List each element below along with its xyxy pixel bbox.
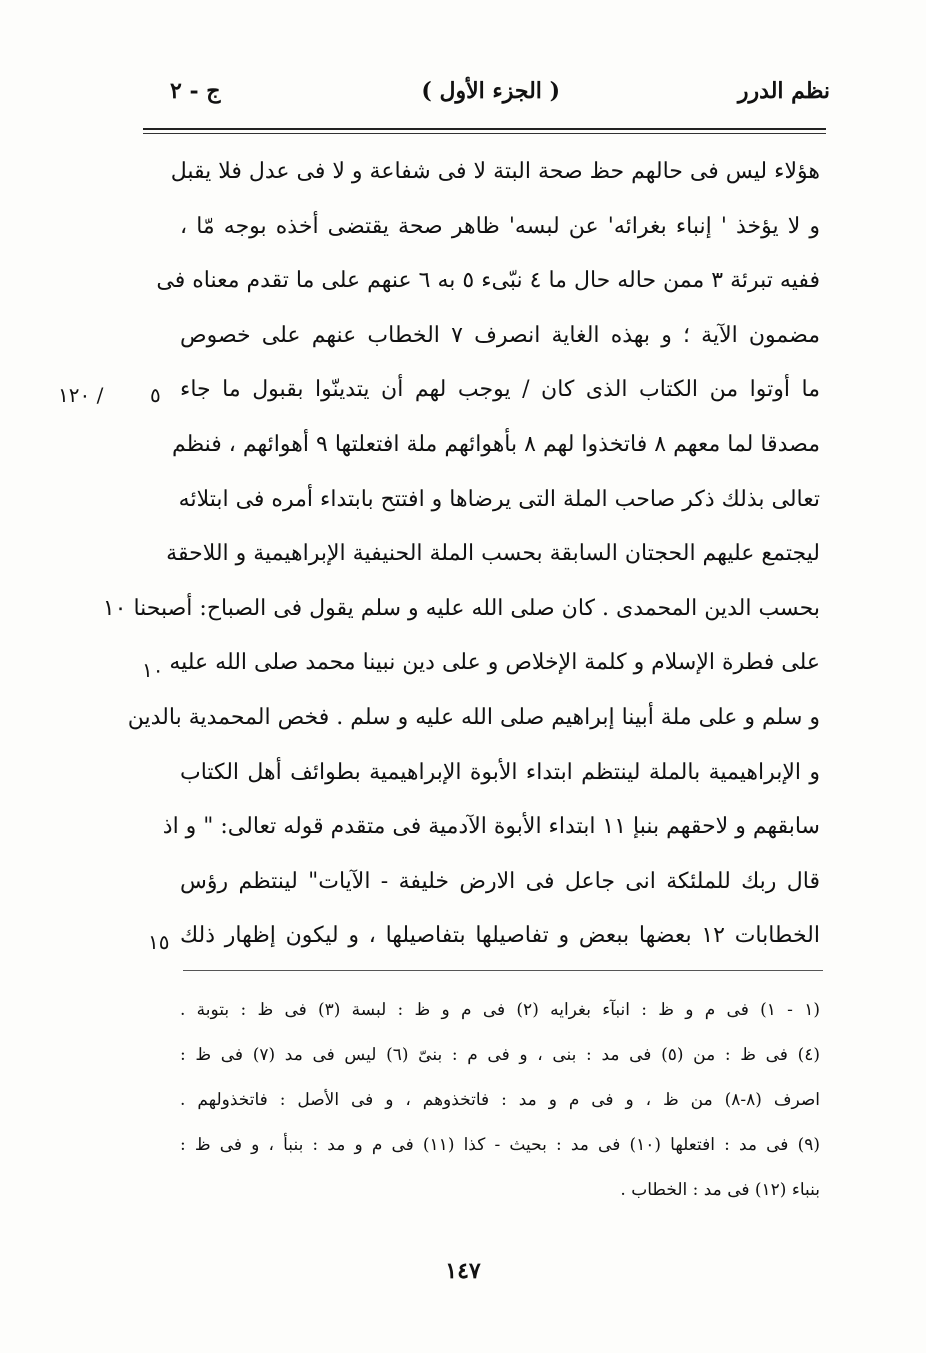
text-line: الخطابات ١٢ بعضها ببعض و تفاصيلها بتفاصيلها ، و ليكون إظهار ذلك	[180, 923, 820, 949]
line-number-10: ١٠	[142, 658, 164, 682]
line-number-5: ٥	[150, 383, 161, 407]
text-line: هؤلاء ليس فى حالهم حظ صحة البتة لا فى شفاعة و لا فى عدل فلا يقبل	[170, 159, 820, 184]
text-line: و سلم و على ملة أبينا إبراهيم صلى الله عليه و سلم . فخص المحمدية بالدين	[127, 704, 820, 730]
footnote-line: (١ - ١) فى م و ظ : انبآء بغرايه (٢) فى م و ظ : لبسة (٣) فى ظ : بتوبة .	[180, 1000, 820, 1020]
text-line: تعالى بذلك ذكر صاحب الملة التى يرضاها و افتتح بابتداء أمره فى ابتلائه	[178, 486, 820, 512]
text-line: على فطرة الإسلام و كلمة الإخلاص و على دين نبينا محمد صلى الله عليه	[169, 650, 820, 676]
text-line: و الإبراهيمية بالملة لينتظم ابتداء الأبوة الإبراهيمية بطوائف أهل الكتاب	[180, 759, 820, 785]
text-line: ففيه تبرئة ٣ ممن حاله حال ما ٤ نبّىء ٥ به ٦ عنهم على ما تقدم معناه فى	[156, 268, 820, 294]
text-line: بحسب الدين المحمدى . كان صلى الله عليه و سلم يقول فى الصباح: أصبحنا ١٠	[102, 595, 820, 621]
book-title: نظم الدرر	[737, 78, 830, 104]
footnote-rule	[183, 970, 823, 971]
manuscript-folio-ref: ١٢٠ /	[58, 383, 104, 407]
text-line: قال ربك للملئكة انى جاعل فى الارض خليفة - الآيات" لينتظم رؤس	[180, 868, 820, 894]
footnote-line: اصرف (٨-٨) من ظ ، و فى م و مد : فاتخذوهم ، و فى الأصل : فاتخذولهم .	[180, 1090, 820, 1110]
footnote-line: (٤) فى ظ : من (٥) فى مد : بنى ، و فى م : بنىّ (٦) ليس فى مد (٧) فى ظ :	[180, 1045, 821, 1065]
text-line: سابقهم و لاحقهم بنبإ ١١ ابتداء الأبوة الآدمية فى متقدم قوله تعالى: " و اذ	[162, 814, 820, 840]
line-number-15: ١٥	[148, 930, 170, 954]
header-rule	[143, 128, 826, 130]
text-line: مضمون الآية ؛ و بهذه الغاية انصرف ٧ الخطاب عنهم على خصوص	[180, 322, 820, 348]
volume-label: ( الجزء الأول )	[421, 78, 560, 104]
page-number: ١٤٧	[445, 1258, 481, 1284]
part-label: ج - ٢	[170, 78, 221, 104]
text-line: مصدقا لما معهم ٨ فاتخذوا لهم ٨ بأهوائهم ملة افتعلتها ٩ أهوائهم ، فنظم	[171, 431, 820, 457]
footnote-line: (٩) فى مد : افتعلها (١٠) فى مد : بحيث - كذا (١١) فى م و مد : بنبأ ، و فى ظ :	[180, 1135, 820, 1155]
text-line: و لا يؤخذ ' إنباء بغرائه' عن لبسه' ظاهر صحة يقتضى أخذه بوجه مّا ،	[180, 213, 820, 239]
footnotes	[180, 988, 820, 1213]
header-rule-thin	[143, 133, 826, 134]
footnote-line: بنباء (١٢) فى مد : الخطاب .	[620, 1180, 820, 1200]
running-header	[150, 78, 830, 118]
text-line: ما أوتوا من الكتاب الذى كان / يوجب لهم أن يتدينّوا بقبول ما جاء	[180, 377, 820, 403]
text-line: ليجتمع عليهم الحجتان السابقة بحسب الملة الحنيفية الإبراهيمية و اللاحقة	[166, 541, 820, 567]
